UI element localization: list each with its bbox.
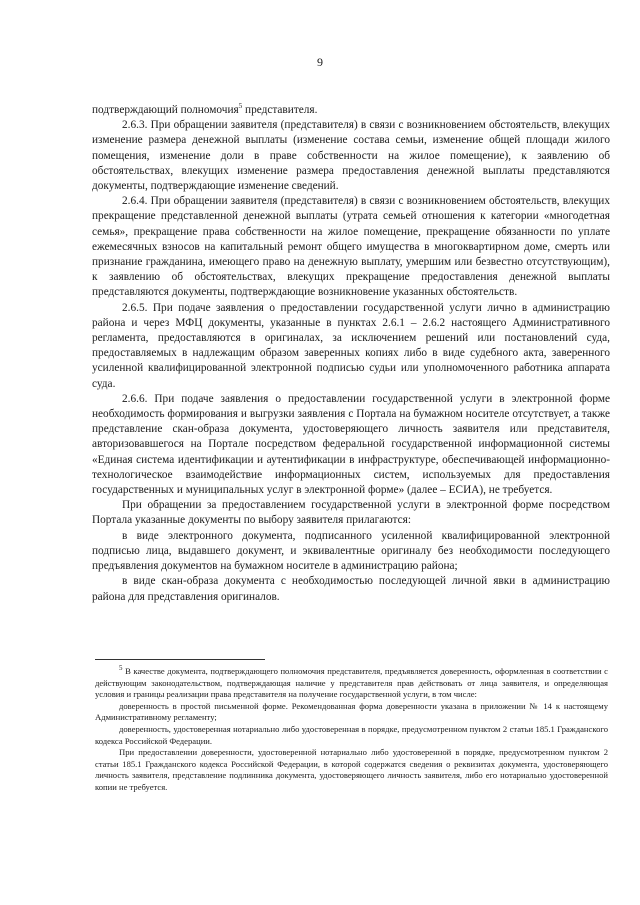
- paragraph-2-6-5: 2.6.5. При подаче заявления о предоставлении государственной услуги лично в администрацию района и через МФЦ документы, указанные в пунктах 2.6.1 – 2.6.2 настоящего Административного регламента, предоставляются в оригиналах, за исключением решений или постановлений суда, предоставляемых в надлежащим образом заверенных копиях либо в виде судебного акта, заверенного усиленной квалифицированной электронной подписью судьи или уполномоченного работника аппарата суда.: [92, 301, 610, 390]
- footnote-notarized: доверенность, удостоверенная нотариально либо удостоверенная в порядке, предусмотренном пунктом 2 статьи 185.1 Гражданского кодекса Российской Федерации.: [95, 723, 608, 746]
- footnote-separator: [95, 659, 265, 660]
- paragraph-continuation: подтверждающий полномочия$^5$ представителя.: [92, 102, 318, 116]
- paragraph-scan-image: в виде скан-образа документа с необходимостью последующей личной явки в администрацию района для представления оригиналов.: [92, 575, 610, 603]
- page-number: 9: [317, 55, 323, 69]
- footnote-notarized-note: При предоставлении доверенности, удостоверенной нотариально либо удостоверенной в порядке, предусмотренном пунктом 2 статьи 185.1 Гражданского кодекса Российской Федерации, в которой содержатся сведения о реквизитах документа, удостоверяющего личность заявителя, представление подлинника документа, удостоверяющего личность заявителя, либо его нотариально удостоверенной копии не требуется.: [95, 747, 608, 792]
- footnotes: [95, 666, 608, 794]
- footnote-simple-form: доверенность в простой письменной форме. Рекомендованная форма доверенности указана в приложении № 14 к настоящему Административному регламенту;: [95, 700, 608, 723]
- paragraph-2-6-6: 2.6.6. При подаче заявления о предоставлении государственной услуги в электронной форме необходимость формирования и выгрузки заявления с Портала на бумажном носителе отсутствует, а также представление скан-образа документа, удостоверяющего личность заявителя или представителя, авторизовавшегося на Портале посредством федеральной государственной информационной системы «Единая система идентификации и аутентификации в инфраструктуре, обеспечивающей информационно-технологическое взаимодействие информационных систем, используемых для предоставления государственных и муниципальных услуг в электронной форме» (далее – ЕСИА), не требуется.: [92, 392, 610, 497]
- main-text: [92, 103, 610, 605]
- paragraph-electronic-document: в виде электронного документа, подписанного усиленной квалифицированной электронной подписью лица, выдавшего документ, и эквивалентные оригиналу без необходимости последующего предъявления документов на бумажном носителе в администрацию района;: [92, 529, 610, 573]
- paragraph-electronic-form: При обращении за предоставлением государственной услуги в электронной форме посредством Портала указанные документы по выбору заявителя прилагаются:: [92, 499, 610, 527]
- paragraph-2-6-3: 2.6.3. При обращении заявителя (представителя) в связи с возникновением обстоятельств, влекущих изменение размера денежной выплаты (изменение состава семьи, изменение общей площади жилого помещения, изменение доли в праве собственности на жилое помещение), к заявлению об обстоятельствах, влекущих изменение размера предоставления денежной выплаты представляются документы, подтверждающие изменение сведений.: [92, 119, 610, 193]
- footnote-ref-5: 5: [238, 102, 243, 111]
- footnote-5: $^5$ В качестве документа, подтверждающего полномочия представителя, предъявляется доверенность, оформленная в соответствии с действующим законодательством, подтверждающая наличие у представителя прав действовать от лица заявителя, и определяющая условия и границы реализации права представителя на получение государственной услуги, в том числе:: [95, 664, 608, 700]
- paragraph-2-6-4: 2.6.4. При обращении заявителя (представителя) в связи с возникновением обстоятельств, влекущих прекращение представленной денежной выплаты (утрата семьей отношения к категории «многодетная семья», прекращение права собственности на жилое помещение, прекращение обязанности по уплате ежемесячных взносов на капитальный ремонт общего имущества в многоквартирном доме, смерть или признание гражданина, имеющего право на денежную выплату, умершим или безвестно отсутствующим), к заявлению об обстоятельствах, влекущих прекращение предоставления денежной выплаты представляются документы, подтверждающие возникновение указанных обстоятельств.: [92, 195, 610, 299]
